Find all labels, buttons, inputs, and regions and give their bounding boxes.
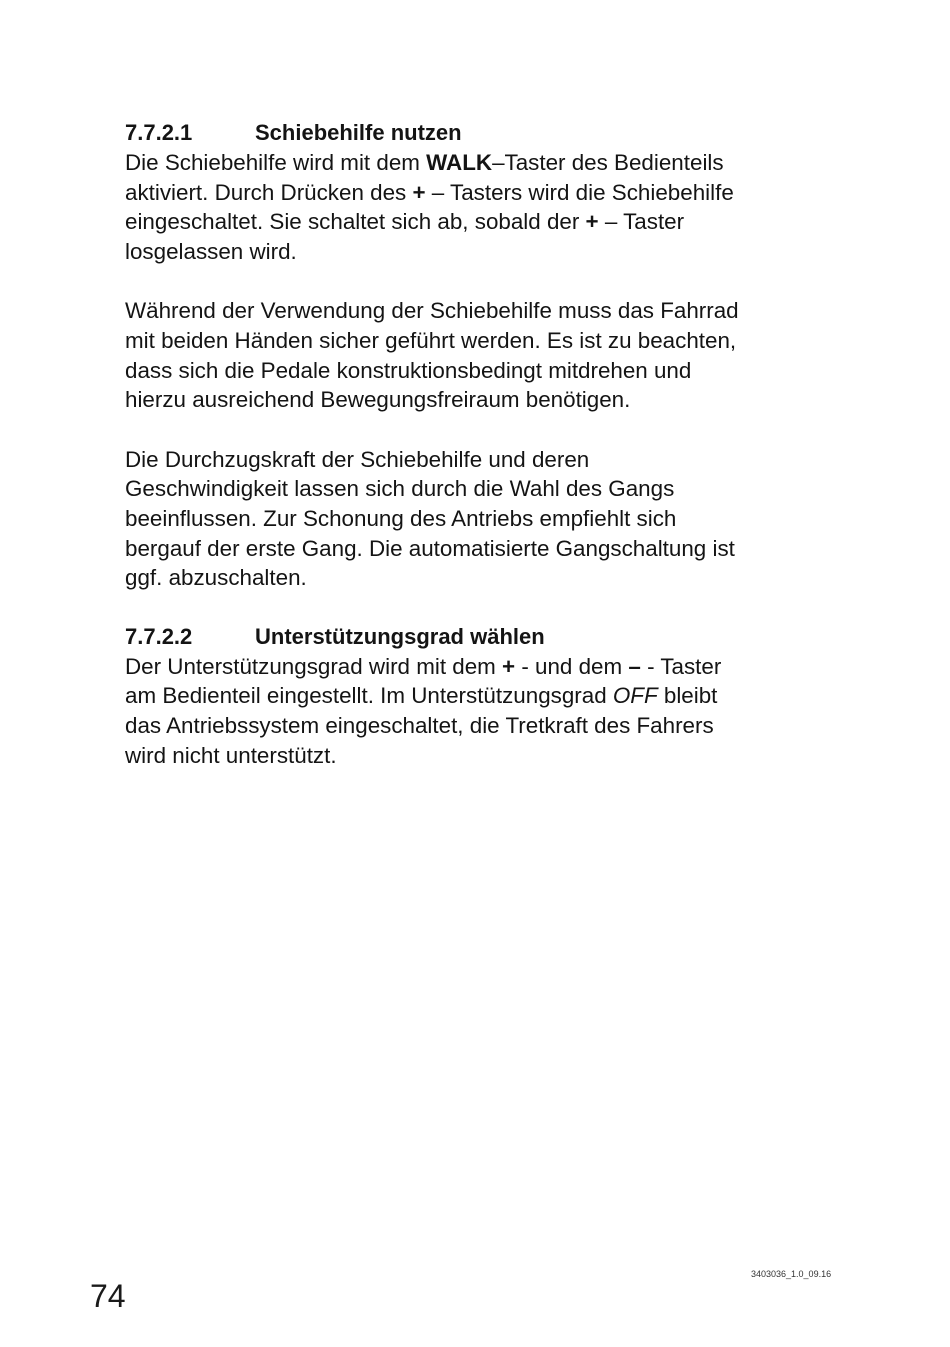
plus-symbol: + xyxy=(585,209,599,235)
paragraph-gears xyxy=(125,445,860,593)
text-line: ggf. abzuschalten. xyxy=(125,565,307,591)
text-run: Die Schiebehilfe wird mit dem xyxy=(125,150,427,175)
text-run: –Taster des Bedienteils xyxy=(492,150,724,175)
document-code: 3403036_1.0_09.16 xyxy=(751,1269,832,1279)
paragraph-support-level xyxy=(125,652,860,770)
text-line: Während der Verwendung der Schiebehilfe muss das Fahrrad xyxy=(125,298,739,324)
text-run: – Taster xyxy=(598,209,685,235)
paragraph-usage xyxy=(125,296,860,414)
paragraph-walk-button xyxy=(125,148,860,266)
text-line: Geschwindigkeit lassen sich durch die Wahl des Gangs xyxy=(125,476,675,502)
text-run: Der Unterstützungsgrad wird mit dem xyxy=(125,653,503,679)
text-line xyxy=(125,681,860,711)
text-run: bleibt xyxy=(657,683,718,709)
plus-symbol: + xyxy=(502,653,516,679)
text-line xyxy=(125,148,860,178)
off-label: OFF xyxy=(612,683,658,709)
text-line: Die Durchzugskraft der Schiebehilfe und deren xyxy=(125,446,590,472)
text-line: bergauf der erste Gang. Die automatisierte Gangschaltung ist xyxy=(125,535,735,561)
text-line: losgelassen wird. xyxy=(125,238,297,264)
section-title: Unterstützungsgrad wählen xyxy=(255,623,545,649)
text-run: aktiviert. Durch Drücken des xyxy=(125,179,413,205)
text-run: – Tasters wird die Schiebehilfe xyxy=(425,179,734,205)
text-line: beeinflussen. Zur Schonung des Antriebs empfiehlt sich xyxy=(125,505,677,531)
page-content xyxy=(125,118,860,770)
text-line xyxy=(125,652,860,682)
section-heading-7-7-2-1 xyxy=(125,118,860,148)
text-line: das Antriebssystem eingeschaltet, die Tretkraft des Fahrers xyxy=(125,712,714,738)
text-line: wird nicht unterstützt. xyxy=(125,742,337,768)
text-line: hierzu ausreichend Bewegungsfreiraum benötigen. xyxy=(125,387,631,413)
text-run: - und dem xyxy=(515,653,629,679)
text-run: - Taster xyxy=(640,653,722,679)
text-line xyxy=(125,207,860,237)
section-number: 7.7.2.2 xyxy=(125,623,193,649)
section-title: Schiebehilfe nutzen xyxy=(255,120,462,145)
walk-label: WALK xyxy=(426,150,493,175)
section-number: 7.7.2.1 xyxy=(125,120,193,145)
text-line xyxy=(125,178,860,208)
minus-symbol: – xyxy=(628,653,641,679)
text-run: eingeschaltet. Sie schaltet sich ab, sobald der xyxy=(125,209,586,235)
text-line: dass sich die Pedale konstruktionsbedingt mitdrehen und xyxy=(125,357,692,383)
section-heading-7-7-2-2 xyxy=(125,622,860,652)
text-run: am Bedienteil eingestellt. Im Unterstützungsgrad xyxy=(125,683,613,709)
page-number: 74 xyxy=(90,1278,126,1314)
text-line: mit beiden Händen sicher geführt werden. Es ist zu beachten, xyxy=(125,327,737,353)
plus-symbol: + xyxy=(412,179,426,205)
